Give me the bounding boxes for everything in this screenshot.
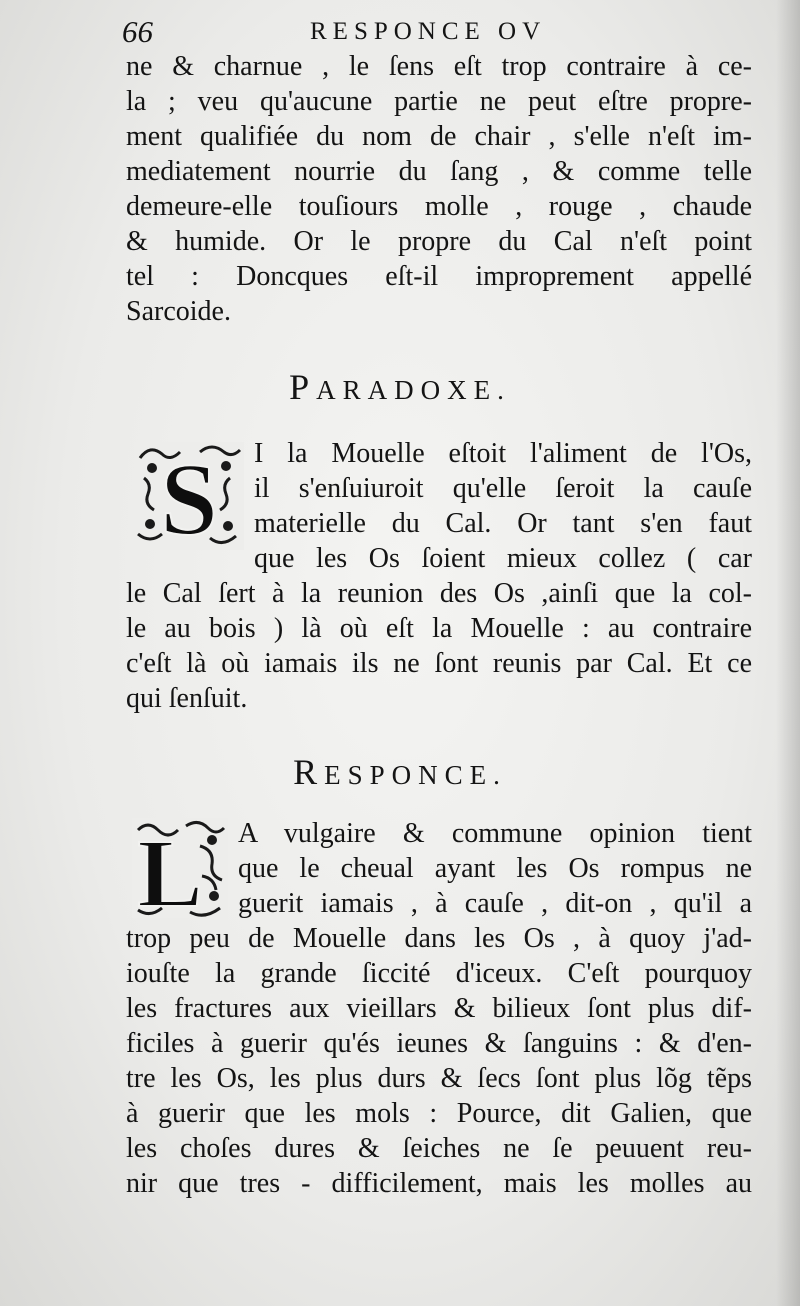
text-line: les fractures aux vieillars & bilieux ſont plus dif- bbox=[126, 993, 752, 1024]
text-line: à guerir que les mols : Pource, dit Galien, que bbox=[126, 1098, 752, 1129]
text-line: que les Os ſoient mieux collez ( car bbox=[254, 543, 752, 574]
text-line: nir que tres - difficilement, mais les molles au bbox=[126, 1168, 752, 1199]
text-line: tre les Os, les plus durs & ſecs ſont plus lõg tẽps bbox=[126, 1063, 752, 1094]
text-line: tel : Doncques eſt-il improprement appellé bbox=[126, 261, 752, 292]
page-edge-shadow bbox=[776, 0, 800, 1306]
text-line: ment qualifiée du nom de chair , s'elle n'eſt im- bbox=[126, 121, 752, 152]
text-line: materielle du Cal. Or tant s'en faut bbox=[254, 508, 752, 539]
text-line: la ; veu qu'aucune partie ne peut eſtre propre- bbox=[126, 86, 752, 117]
section-heading-responce bbox=[0, 751, 800, 793]
text-line: trop peu de Mouelle dans les Os , à quoy j'ad- bbox=[126, 923, 752, 954]
text-line: que le cheual ayant les Os rompus ne bbox=[238, 853, 752, 884]
dropcap-letter: S bbox=[160, 442, 218, 554]
text-line: mediatement nourrie du ſang , & comme telle bbox=[126, 156, 752, 187]
text-line: les choſes dures & ſeiches ne ſe peuuent reu- bbox=[126, 1133, 752, 1164]
section-heading-paradoxe bbox=[0, 366, 800, 408]
heading-rest: ARADOXE. bbox=[316, 375, 511, 405]
text-line: ficiles à guerir qu'és ieunes & ſanguins : & d'en- bbox=[126, 1028, 752, 1059]
decorative-initial-l bbox=[130, 816, 230, 920]
heading-capital: R bbox=[293, 752, 325, 792]
running-head bbox=[122, 14, 762, 54]
text-line: il s'enſuiuroit qu'elle ſeroit la cauſe bbox=[254, 473, 752, 504]
running-title: RESPONCE OV bbox=[310, 18, 547, 45]
text-line: c'eſt là où iamais ils ne ſont reunis par Cal. Et ce bbox=[126, 648, 752, 679]
text-line: Sarcoide. bbox=[126, 296, 231, 327]
text-line: le Cal ſert à la reunion des Os ,ainſi que la col- bbox=[126, 578, 752, 609]
ornament-l-icon bbox=[130, 816, 230, 920]
page-number: 66 bbox=[122, 14, 153, 49]
heading-capital: P bbox=[289, 367, 317, 407]
text-line: guerit iamais , à cauſe , dit-on , qu'il a bbox=[238, 888, 752, 919]
ornament-s-icon bbox=[130, 438, 248, 554]
text-line: iouſte la grande ſiccité d'iceux. C'eſt pourquoy bbox=[126, 958, 752, 989]
text-line: ne & charnue , le ſens eſt trop contraire à ce- bbox=[126, 51, 752, 82]
text-line: & humide. Or le propre du Cal n'eſt point bbox=[126, 226, 752, 257]
text-line: qui ſenſuit. bbox=[126, 683, 248, 714]
decorative-initial-s bbox=[130, 438, 248, 554]
text-line: A vulgaire & commune opinion tient bbox=[238, 818, 752, 849]
dropcap-letter: L bbox=[137, 820, 203, 920]
text-line: demeure-elle touſiours molle , rouge , chaude bbox=[126, 191, 752, 222]
text-line: le au bois ) là où eſt la Mouelle : au contraire bbox=[126, 613, 752, 644]
heading-rest: ESPONCE. bbox=[324, 760, 507, 790]
text-line: I la Mouelle eſtoit l'aliment de l'Os, bbox=[254, 438, 752, 469]
